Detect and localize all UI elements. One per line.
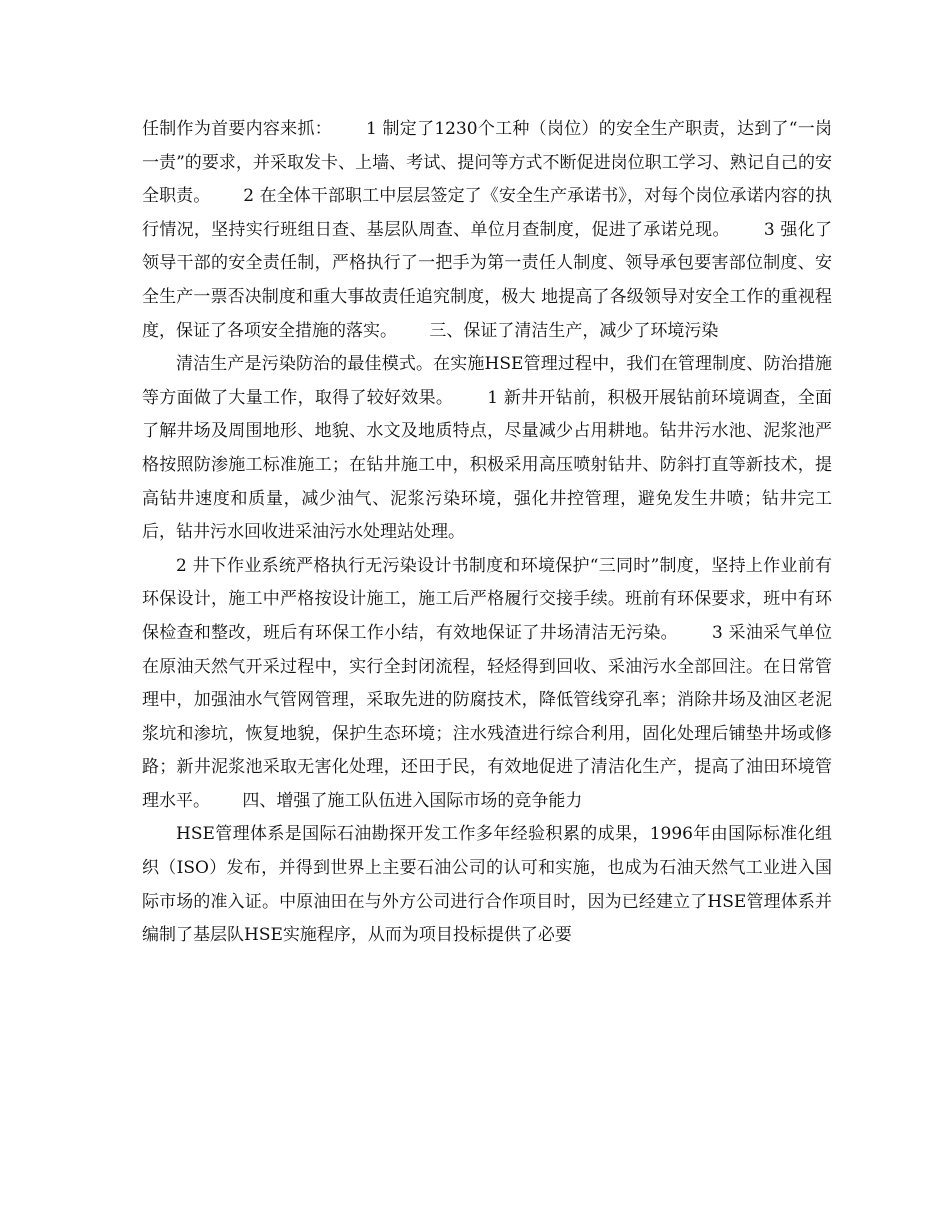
paragraph-downhole-operations: 2 井下作业系统严格执行无污染设计书制度和环境保护“三同时”制度，坚持上作业前有环保设计，施工中严格按设计施工，施工后严格履行交接手续。班前有环保要求，班中有环保检查和整改，班后有环保工作小结，有效地保证了井场清洁无污染。 3 采油采气单位在原油天然气开采过程中，实行全封闭流程，轻烃得到回收、采油污水全部回注。在日常管理中，加强油水气管网管理，采取先进的防腐技术，降低管线穿孔率；消除井场及油区老泥浆坑和渗坑，恢复地貌，保护生态环境；注水残渣进行综合利用，固化处理后铺垫井场或修路；新井泥浆池采取无害化处理，还田于民，有效地促进了清洁化生产，提高了油田环境管理水平。 四、增强了施工队伍进入国际市场的竞争能力 [142,555,832,811]
paragraph-hse-international: HSE管理体系是国际石油勘探开发工作多年经验积累的成果，1996年由国际标准化组织（ISO）发布，并得到世界上主要石油公司的认可和实施，也成为石油天然气工业进入国际市场的准入证。中原油田在与外方公司进行合作项目时，因为已经建立了HSE管理体系并编制了基层队HSE实施程序，从而为项目投标提供了必要 [142,824,832,946]
document-body [142,113,832,953]
paragraph-safety-responsibility: 任制作为首要内容来抓： 1 制定了1230个工种（岗位）的安全生产职责，达到了“一岗一责”的要求，并采取发卡、上墙、考试、提问等方式不断促进岗位职工学习、熟记自己的安全职责。 2 在全体干部职工中层层签定了《安全生产承诺书》，对每个岗位承诺内容的执行情况，坚持实行班组日查、基层队周查、单位月查制度，促进了承诺兑现。 3 强化了领导干部的安全责任制，严格执行了一把手为第一责任人制度、领导承包要害部位制度、安全生产一票否决制度和重大事故责任追究制度，极大 地提高了各级领导对安全工作的重视程度，保证了各项安全措施的落实。 三、保证了清洁生产，减少了环境污染 [142,119,832,341]
paragraph-clean-production: 清洁生产是污染防治的最佳模式。在实施HSE管理过程中，我们在管理制度、防治措施等方面做了大量工作，取得了较好效果。 1 新井开钻前，积极开展钻前环境调查，全面了解井场及周围地形、地貌、水文及地质特点，尽量减少占用耕地。钻井污水池、泥浆池严格按照防渗施工标准施工；在钻井施工中，积极采用高压喷射钻井、防斜打直等新技术，提高钻井速度和质量，减少油气、泥浆污染环境，强化井控管理，避免发生井喷；钻井完工后，钻井污水回收进采油污水处理站处理。 [142,354,832,543]
